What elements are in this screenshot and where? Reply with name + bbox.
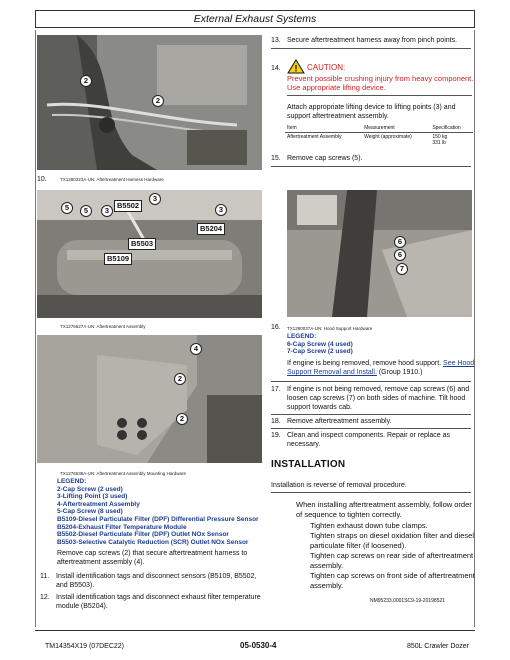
- step-13: [271, 36, 471, 46]
- spec-cell: Weight (approximate): [364, 134, 412, 140]
- legend-title: LEGEND:: [57, 478, 87, 485]
- divider: [287, 95, 472, 96]
- hood-text: If engine is being removed, remove hood support.: [287, 360, 442, 367]
- callout-2a: 2: [80, 75, 92, 87]
- step-18: [271, 417, 471, 427]
- legend-item: B5503-Selective Catalytic Reduction (SCR) Outlet NOx Sensor: [57, 538, 249, 546]
- install-step: Tighten cap screws on rear side of aftertreatment assembly.: [310, 551, 474, 570]
- callout-3c: 3: [215, 204, 227, 216]
- install-step: Tighten exhaust down tube clamps.: [310, 521, 428, 530]
- legend-item: 4-Aftertreatment Assembly: [57, 500, 140, 508]
- spec-header: Measurement: [362, 124, 430, 133]
- hood-support-text: [287, 359, 475, 377]
- legend-item: B5109-Diesel Particulate Filter (DPF) Differential Pressure Sensor: [57, 515, 259, 523]
- divider: [271, 492, 471, 493]
- tag-b5204: B5204: [197, 223, 225, 235]
- fig3-caption: TX1276638A-UN: Aftertreatment Assembly Mounting Hardware: [60, 471, 187, 476]
- callout-2d: 2: [176, 413, 188, 425]
- warning-line: Prevent possible crushing injury from heavy component.: [287, 74, 474, 83]
- step-19: [271, 431, 471, 451]
- legend-left: [57, 478, 267, 546]
- divider: [271, 381, 471, 382]
- caution-message: [287, 74, 477, 92]
- install-step: Tighten cap screws on front side of aftertreatment assembly.: [310, 571, 475, 590]
- step-number: 18.: [271, 418, 281, 425]
- spec-row: [285, 133, 473, 148]
- warning-line: Use appropriate lifting device.: [287, 83, 386, 92]
- step-number: 13.: [271, 37, 281, 44]
- callout-2c: 2: [174, 373, 186, 385]
- figure-mounting-hardware: [37, 335, 262, 463]
- spec-kg: 150 kg: [432, 134, 448, 140]
- legend-item: 6-Cap Screw (4 used): [287, 340, 353, 348]
- page-header: [35, 10, 475, 28]
- harness-photo: [37, 35, 262, 170]
- divider: [271, 48, 471, 49]
- step-number: 11.: [40, 573, 50, 580]
- hood-support-link[interactable]: See Hood Support Removal and Install.: [287, 360, 475, 376]
- attach-lifting-text: Attach appropriate lifting device to lifting points (3) and support aftertreatment assembly.: [287, 104, 456, 120]
- spec-header: Item: [285, 124, 362, 133]
- install-paragraph: When installing aftertreatment assembly, follow order of sequence to tighten correctly.: [296, 500, 472, 519]
- callout-6a: 6: [394, 236, 406, 248]
- step-15: [271, 154, 471, 164]
- legend-item: B5204-Exhaust Filter Temperature Module: [57, 523, 187, 531]
- caution-title: CAUTION:: [307, 63, 346, 72]
- warning-icon: [287, 59, 305, 74]
- figure-hood-support: [287, 190, 472, 317]
- spec-table: [285, 124, 473, 147]
- step-number: 17.: [271, 386, 281, 393]
- divider: [271, 166, 471, 167]
- step-12: [40, 593, 268, 611]
- step-number: 19.: [271, 432, 281, 439]
- step-text: Clean and inspect components. Repair or replace as necessary.: [287, 432, 451, 448]
- step-text: Remove aftertreatment assembly.: [287, 418, 392, 425]
- header-title: External Exhaust Systems: [193, 13, 317, 25]
- spec-lb: 331 lb: [432, 140, 446, 146]
- hood-support-photo: [287, 190, 472, 317]
- svg-text:!: !: [294, 63, 298, 74]
- reference-code: NM95233,0001SC9-19-20198521: [370, 598, 446, 604]
- footer-machine: 850L Crawler Dozer: [407, 643, 469, 650]
- divider: [271, 428, 471, 429]
- step-text: Install identification tags and disconnect sensors (B5109, B5502, and B5503).: [56, 573, 257, 589]
- group-ref: (Group 1910.): [378, 369, 423, 376]
- callout-5b: 5: [80, 205, 92, 217]
- page-footer: [35, 630, 475, 656]
- step-number: 15.: [271, 155, 281, 162]
- footer-page-number: 05-0530-4: [240, 641, 277, 650]
- divider: [271, 414, 471, 415]
- legend-item: 2-Cap Screw (2 used): [57, 485, 123, 493]
- legend-right: [287, 333, 467, 356]
- footer-doc-id: TM14354X19 (07DEC22): [45, 643, 124, 650]
- spec-cell: Aftertreatment Assembly: [287, 134, 342, 140]
- callout-3a: 3: [101, 205, 113, 217]
- step-text: Install identification tags and disconnect exhaust filter temperature module (B5204).: [56, 594, 261, 610]
- spec-cell: [430, 133, 473, 148]
- step-text: If engine is not being removed, remove cap screws (6) and loosen cap screws (7) on both sides of machine. Tilt hood support towards cab.: [287, 386, 470, 411]
- install-step: Tighten straps on diesel oxidation filter and diesel particulate filter (if loosened).: [310, 531, 474, 550]
- spec-header-row: [285, 124, 473, 133]
- step-number: 12.: [40, 594, 50, 601]
- figure-aftertreatment-assembly: [37, 190, 262, 318]
- callout-3b: 3: [149, 193, 161, 205]
- callout-6b: 6: [394, 249, 406, 261]
- tag-b5503: B5503: [128, 238, 156, 250]
- tag-b5502: B5502: [114, 200, 142, 212]
- legend-item: 3-Lifting Point (3 used): [57, 493, 128, 501]
- step-text: Remove cap screws (5).: [287, 155, 363, 162]
- step-17: [271, 385, 471, 413]
- fig1-caption: TX1280223A-UN: Aftertreatment Harness Hardware: [60, 177, 164, 182]
- step-11: [40, 572, 268, 590]
- callout-2b: 2: [152, 95, 164, 107]
- fig4-caption: TX1280037A-UN: Hood Support Hardware: [287, 326, 373, 331]
- spec-header: Specification: [430, 124, 473, 133]
- mounting-photo: [37, 335, 262, 463]
- step-number: 14.: [271, 65, 281, 72]
- legend-title: LEGEND:: [287, 333, 317, 340]
- step-10-number: 10.: [37, 176, 47, 183]
- installation-heading: INSTALLATION: [271, 459, 346, 470]
- step-text: Secure aftertreatment harness away from pinch points.: [287, 37, 458, 44]
- callout-7: 7: [396, 263, 408, 275]
- legend-item: 7-Cap Screw (2 used): [287, 348, 353, 356]
- legend-item: B5502-Diesel Particulate Filter (DPF) Outlet NOx Sensor: [57, 531, 229, 539]
- legend-item: 5-Cap Screw (8 used): [57, 508, 123, 516]
- install-intro: Installation is reverse of removal procedure.: [271, 482, 407, 489]
- figure-harness-hardware: [37, 35, 262, 170]
- callout-5a: 5: [61, 202, 73, 214]
- step-16-number: 16.: [271, 324, 281, 331]
- tag-b5109: B5109: [104, 253, 132, 265]
- remove-cap-screws-text: Remove cap screws (2) that secure aftertreatment harness to aftertreatment assembly (4).: [57, 550, 248, 566]
- callout-4: 4: [190, 343, 202, 355]
- fig2-caption: TX1276627A-UN: Aftertreatment Assembly: [60, 324, 146, 329]
